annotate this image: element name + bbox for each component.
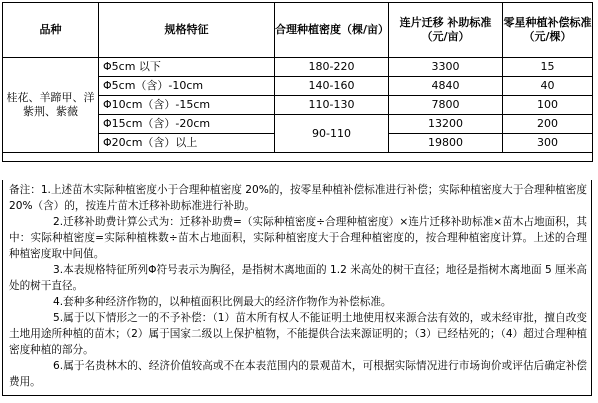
header-category: 品种 <box>3 3 99 58</box>
contiguous-cell: 7800 <box>389 96 503 115</box>
density-cell: 180-220 <box>275 58 389 77</box>
compensation-table <box>2 2 593 162</box>
note-1: 备注：1.上述苗木实际种植密度小于合理种植密度 20%的，按零星种植补偿标准进行补偿；实际种植密度大于合理种植密度 20%（含）的，按连片苗木迁移补助标准进行补助。 <box>9 184 587 212</box>
category-cell: 桂花、羊蹄甲、洋紫荆、紫薇 <box>3 58 99 153</box>
spec-cell: Φ15cm（含）-20cm <box>99 115 275 134</box>
spec-cell: Φ5cm 以下 <box>99 58 275 77</box>
scattered-cell: 100 <box>503 96 593 115</box>
header-spec: 规格特征 <box>99 3 275 58</box>
compensation-table-wrap <box>2 2 592 162</box>
note-4: 4.套种多种经济作物的，以种植面积比例最大的经济作物作为补偿标准。 <box>53 296 392 308</box>
spacer-cell <box>3 153 593 162</box>
scattered-cell: 200 <box>503 115 593 134</box>
scattered-cell: 300 <box>503 134 593 153</box>
note-3: 3.本表规格特征所列Φ符号表示为胸径，是指树木离地面的 1.2 米高处的树干直径；地径是指树木离地面 5 厘米高处的树干直径。 <box>9 264 587 292</box>
density-cell: 110-130 <box>275 96 389 115</box>
scattered-cell: 15 <box>503 58 593 77</box>
note-6: 6.属于名贵林木的、经济价值较高或不在本表范围内的景观苗木，可根据实际情况进行市场询价或评估后确定补偿费用。 <box>9 360 587 388</box>
contiguous-cell: 3300 <box>389 58 503 77</box>
spec-cell: Φ10cm（含）-15cm <box>99 96 275 115</box>
contiguous-cell: 19800 <box>389 134 503 153</box>
scattered-cell: 40 <box>503 77 593 96</box>
contiguous-cell: 4840 <box>389 77 503 96</box>
header-density: 合理种植密度（棵/亩） <box>275 3 389 58</box>
spec-cell: Φ5cm（含）-10cm <box>99 77 275 96</box>
spacer-row <box>3 153 593 162</box>
header-contiguous: 连片迁移 补助标准（元/亩） <box>389 3 503 58</box>
table-row <box>3 58 593 77</box>
contiguous-cell: 13200 <box>389 115 503 134</box>
density-cell: 140-160 <box>275 77 389 96</box>
note-2: 2.迁移补助费计算公式为：迁移补助费=（实际种植密度÷合理种植密度）×连片迁移补助标准×苗木占地面积，其中：实际种植密度=实际种植株数÷苗木占地面积，实际种植密度大于合理种植密度的，按合理种植密度计算。上述的合理种植密度取中间值。 <box>9 216 587 260</box>
spec-cell: Φ20cm（含）以上 <box>99 134 275 153</box>
table-header-row <box>3 3 593 58</box>
density-cell: 90-110 <box>275 115 389 153</box>
note-5: 5.属于以下情形之一的不予补偿：（1）苗木所有权人不能证明土地使用权来源合法有效的，或未经审批，擅自改变土地用途所种植的苗木；（2）属于国家二级以上保护植物，不能提供合法来源证明的；（3）已经枯死的；（4）超过合理种植密度种植的部分。 <box>9 312 587 356</box>
header-scattered: 零星种植补偿标准（元/棵） <box>503 3 593 58</box>
notes-box <box>2 180 592 396</box>
